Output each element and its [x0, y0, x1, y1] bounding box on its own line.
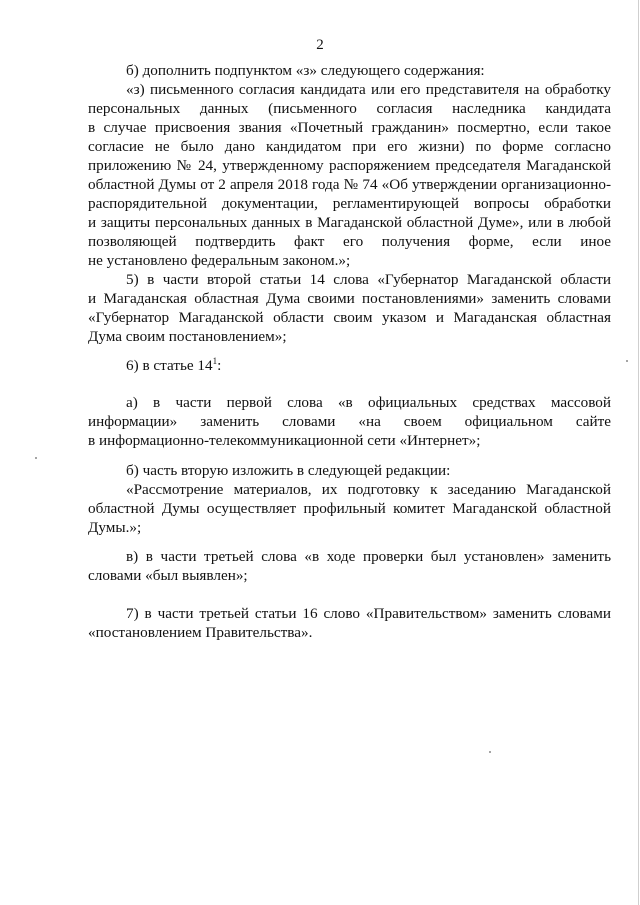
- line-text: «Губернатор Магаданской области своим указом и Магаданская областная: [88, 309, 611, 326]
- text-line: [88, 461, 611, 480]
- paragraph-7: [88, 604, 611, 642]
- text-line: [88, 194, 611, 213]
- text-line: [88, 356, 611, 375]
- line-text: «постановлением Правительства».: [88, 624, 313, 641]
- text-line: [88, 566, 611, 585]
- line-text: не установлено федеральным законом.»;: [88, 252, 351, 269]
- text-line: [88, 118, 611, 137]
- line-text: персональных данных (письменного согласия наследника кандидата: [88, 100, 611, 117]
- paragraph-6: [88, 356, 611, 375]
- text-line: [88, 308, 611, 327]
- paragraph-5: [88, 270, 611, 346]
- text-line: [88, 623, 611, 642]
- paragraph-6v: [88, 547, 611, 585]
- text-line: [88, 137, 611, 156]
- line-text: 5) в части второй статьи 14 слова «Губернатор Магаданской области: [126, 271, 611, 288]
- scan-speck: [626, 360, 628, 362]
- text-line: [88, 251, 611, 270]
- text-line: [88, 213, 611, 232]
- line-text: 7) в части третьей статьи 16 слово «Правительством» заменить словами: [126, 605, 611, 622]
- text-line: [88, 175, 611, 194]
- line-text: областной Думы от 2 апреля 2018 года № 74 «Об утверждении организационно-: [88, 176, 611, 193]
- text-line: [88, 99, 611, 118]
- line-text: в информационно-телекоммуникационной сети «Интернет»;: [88, 432, 481, 449]
- line-text: б) часть вторую изложить в следующей редакции:: [126, 462, 451, 479]
- paragraph-6a: [88, 393, 611, 450]
- line-text: Дума своим постановлением»;: [88, 328, 287, 345]
- text-line: [88, 270, 611, 289]
- text-line: [88, 431, 611, 450]
- scan-speck: [489, 751, 491, 753]
- line-text: Думы.»;: [88, 519, 142, 536]
- text-line: [88, 327, 611, 346]
- line-suffix: :: [217, 357, 222, 374]
- text-line: [88, 289, 611, 308]
- superscript: 1: [212, 356, 218, 366]
- scan-speck: [35, 457, 37, 459]
- line-text: «з) письменного согласия кандидата или его представителя на обработку: [126, 81, 611, 98]
- text-line: [88, 412, 611, 431]
- line-text: распорядительной документации, регламентирующей вопросы обработки: [88, 195, 611, 212]
- page-number: 2: [316, 37, 324, 53]
- line-text: согласие не было дано кандидатом при его жизни) по форме согласно: [88, 138, 611, 155]
- text-line: [88, 480, 611, 499]
- text-line: [88, 604, 611, 623]
- text-line: [88, 518, 611, 537]
- line-text: и защиты персональных данных в Магаданской областной Думе», или в любой: [88, 214, 611, 231]
- text-line: [88, 393, 611, 412]
- line-text: б) дополнить подпунктом «з» следующего содержания:: [126, 62, 485, 79]
- paragraph-6b: [88, 461, 611, 537]
- line-text: 6) в статье 14: [126, 357, 213, 374]
- line-text: словами «был выявлен»;: [88, 567, 248, 584]
- line-text: приложению № 24, утвержденному распоряжением председателя Магаданской: [88, 157, 611, 174]
- scan-edge-line: [638, 0, 639, 905]
- text-line: [88, 80, 611, 99]
- line-text: «Рассмотрение материалов, их подготовку к заседанию Магаданской: [126, 481, 611, 498]
- text-line: [88, 499, 611, 518]
- line-text: в случае присвоения звания «Почетный гражданин» посмертно, если такое: [88, 119, 611, 136]
- text-line: [88, 156, 611, 175]
- line-text: а) в части первой слова «в официальных средствах массовой: [126, 394, 611, 411]
- line-text: областной Думы осуществляет профильный комитет Магаданской областной: [88, 500, 611, 517]
- line-text: и Магаданская областная Дума своими постановлениями» заменить словами: [88, 290, 611, 307]
- text-line: [88, 232, 611, 251]
- text-line: [88, 547, 611, 566]
- line-text: информации» заменить словами «на своем официальном сайте: [88, 413, 611, 430]
- line-text: в) в части третьей слова «в ходе проверки был установлен» заменить: [126, 548, 611, 565]
- line-text: позволяющей подтвердить факт его получения форме, если иное: [88, 233, 611, 250]
- text-line: [88, 61, 611, 80]
- paragraph-b-add-subparagraph-z: [88, 61, 611, 270]
